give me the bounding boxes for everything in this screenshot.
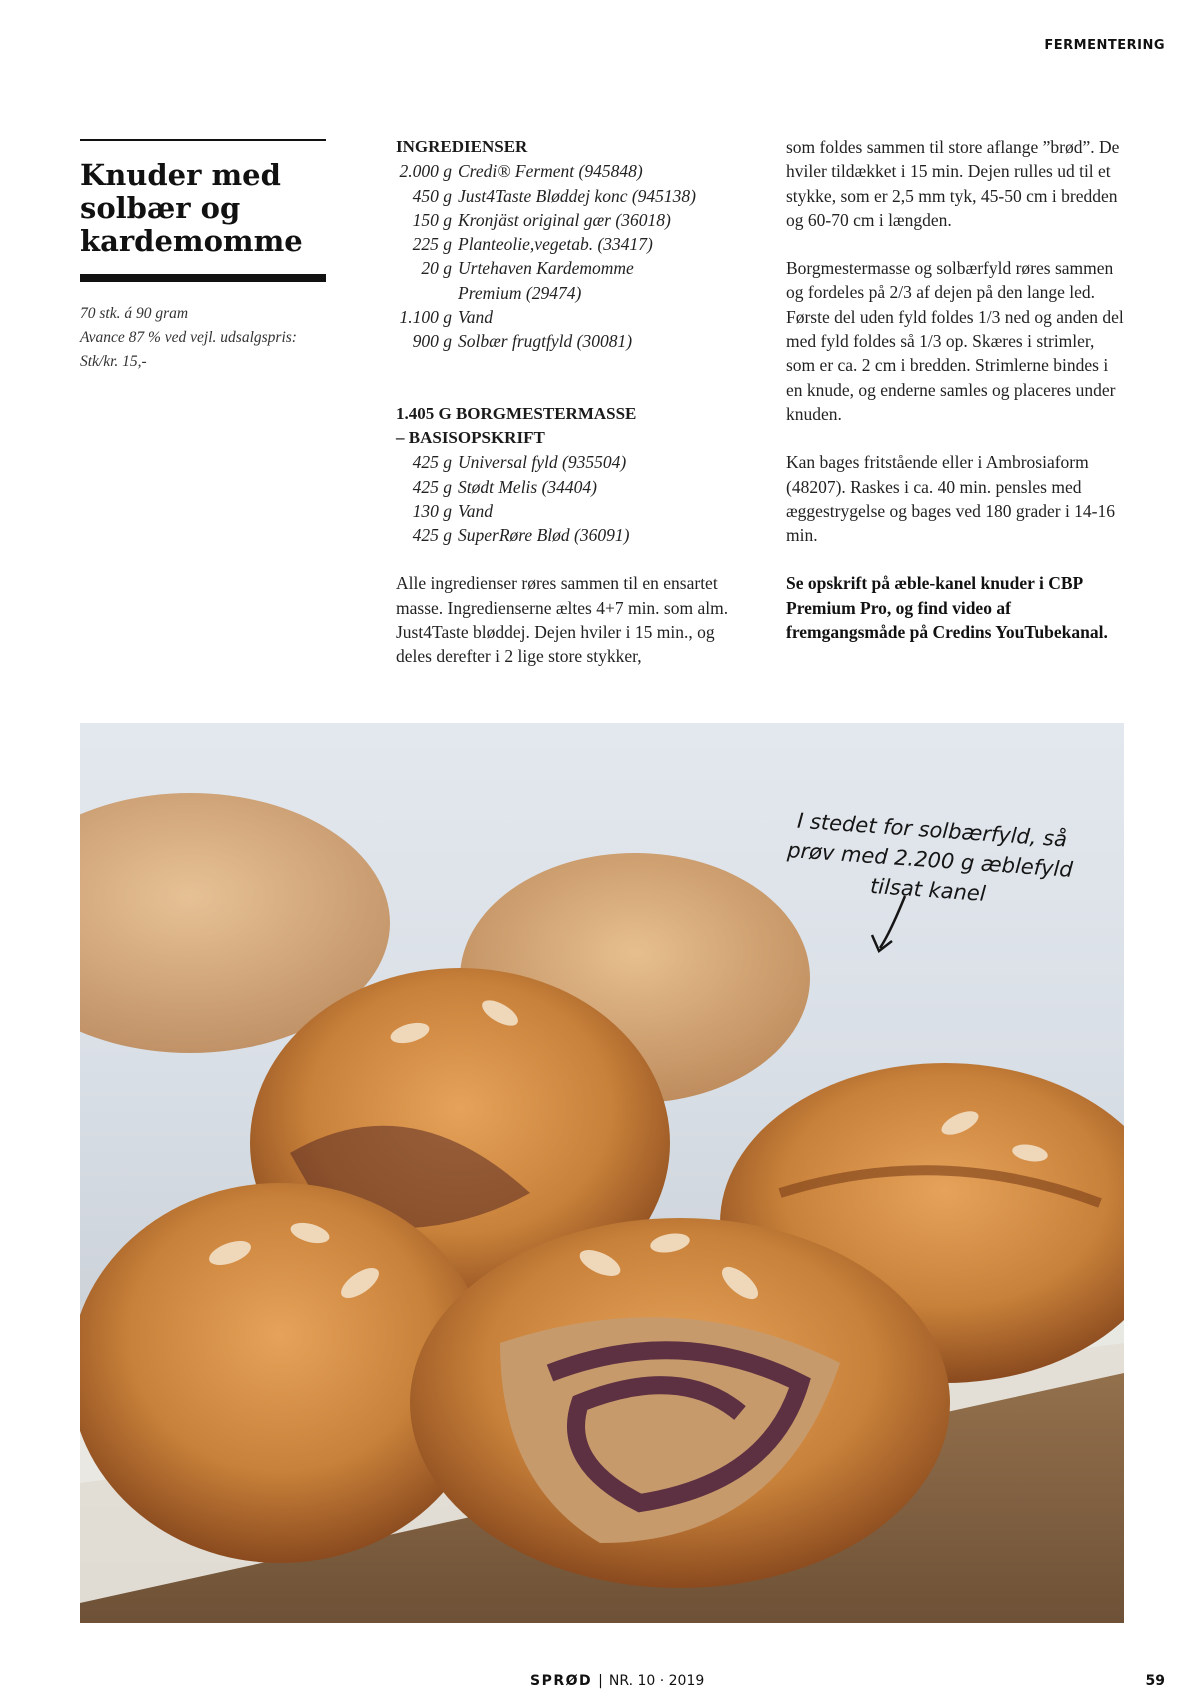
ingredient-name: Premium (29474) xyxy=(458,282,582,303)
ingredient-amount: 1.100 g xyxy=(399,307,452,328)
ingredient-amount: 2.000 g xyxy=(399,161,452,182)
ingredient-amount: 425 g xyxy=(412,525,452,546)
ingredient-row xyxy=(396,475,746,499)
ingredient-row xyxy=(396,450,746,474)
ingredient-name: Universal fyld (935504) xyxy=(458,452,627,473)
ingredient-row xyxy=(396,281,746,305)
ingredient-amount: 900 g xyxy=(412,331,452,352)
borgmester-heading: 1.405 G BORGMESTERMASSE xyxy=(396,403,637,423)
method-paragraph-4: Kan bages fritstående eller i Ambrosiaform (48207). Raskes i ca. 40 min. pensles med æggestrygelse og bages ved 180 grader i 14-16 min. xyxy=(786,452,1116,546)
meta-yield: 70 stk. á 90 gram xyxy=(80,305,189,322)
ingredient-row xyxy=(396,232,746,256)
ingredient-row xyxy=(396,159,746,183)
ingredient-name: Vand xyxy=(458,307,493,328)
ingredient-row xyxy=(396,208,746,232)
ingredient-name: Just4Taste Bløddej konc (945138) xyxy=(458,185,697,206)
ingredient-name: Urtehaven Kardemomme xyxy=(458,258,634,279)
ingredient-name: Vand xyxy=(458,500,493,521)
ingredient-name: Solbær frugtfyld (30081) xyxy=(458,331,633,352)
ingredient-row xyxy=(396,523,746,547)
borgmester-subheading: – BASISOPSKRIFT xyxy=(396,427,545,447)
ingredient-amount: 150 g xyxy=(412,209,452,230)
ingredient-row xyxy=(396,329,746,353)
method-paragraph-3: Borgmestermasse og solbærfyld røres sammen og fordeles på 2/3 af dejen på den lange led. Første del uden fyld foldes 1/3 ned og anden del med fyld foldes så 1/3 op. Skæres i strimler, som er ca. 2 cm i bredden. Strimlerne bindes i en knude, og enderne samles og placeres under knuden. xyxy=(786,258,1124,424)
ingredient-amount: 425 g xyxy=(412,452,452,473)
meta-price: Stk/kr. 15,- xyxy=(80,353,147,370)
ingredient-name: Planteolie,vegetab. (33417) xyxy=(458,234,653,255)
borgmester-list xyxy=(396,450,746,547)
ingredient-name: Credi® Ferment (945848) xyxy=(458,161,643,182)
ingredient-row xyxy=(396,499,746,523)
ingredient-name: Stødt Melis (34404) xyxy=(458,476,598,497)
issue-number: NR. 10 · 2019 xyxy=(608,1673,705,1689)
footer-brand xyxy=(530,1673,704,1689)
ingredient-name: SuperRøre Blød (36091) xyxy=(458,525,630,546)
pastry-photo xyxy=(80,723,1124,1623)
title-rule-top xyxy=(80,139,326,141)
meta-margin: Avance 87 % ved vejl. udsalgspris: xyxy=(80,329,297,346)
method-tip: Se opskrift på æble-kanel knuder i CBP Premium Pro, og find video af fremgangsmåde på Credins YouTubekanal. xyxy=(786,573,1108,643)
section-label: FERMENTERING xyxy=(1044,38,1165,53)
ingredients-list xyxy=(396,159,746,353)
ingredient-row xyxy=(396,305,746,329)
title-rule-bottom xyxy=(80,274,326,282)
ingredient-amount: 425 g xyxy=(412,476,452,497)
handwritten-note: I stedet for solbærfyld, så prøv med 2.200 g æblefyld tilsat kanel xyxy=(786,808,1074,906)
recipe-title: Knuder med solbær og kardemomme xyxy=(80,158,303,258)
ingredient-amount: 130 g xyxy=(412,500,452,521)
page-number: 59 xyxy=(1145,1673,1165,1689)
method-column xyxy=(786,135,1126,644)
recipe-meta xyxy=(80,302,326,374)
magazine-logo: SPRØD xyxy=(530,1673,593,1689)
ingredient-amount: 225 g xyxy=(412,234,452,255)
ingredient-name: Kronjäst original gær (36018) xyxy=(458,209,671,230)
footer-separator: | xyxy=(598,1673,603,1689)
method-paragraph-2: som foldes sammen til store aflange ”brød”. De hviler tildækket i 15 min. Dejen rulles ud til et stykke, som er 2,5 mm tyk, 45-50 cm i bredden og 60-70 cm i længden. xyxy=(786,137,1120,230)
title-block xyxy=(80,139,326,374)
method-paragraph-1: Alle ingredienser røres sammen til en ensartet masse. Ingredienserne æltes 4+7 min. som alm. Just4Taste bløddej. Dejen hviler i 15 min., og deles derefter i 2 lige store stykker, xyxy=(396,573,729,667)
ingredient-row xyxy=(396,256,746,280)
ingredients-heading: INGREDIENSER xyxy=(396,137,528,156)
ingredient-amount: 450 g xyxy=(412,185,452,206)
ingredient-row xyxy=(396,184,746,208)
arrow-icon xyxy=(880,896,905,948)
ingredients-column xyxy=(396,135,746,669)
ingredient-amount: 20 g xyxy=(421,258,452,279)
